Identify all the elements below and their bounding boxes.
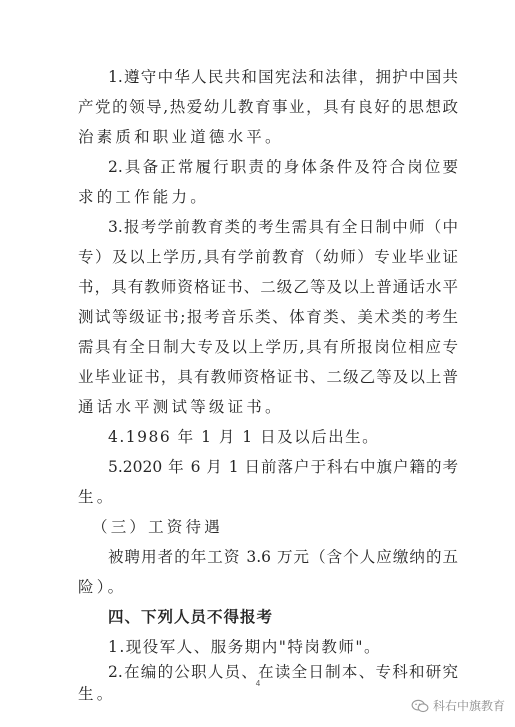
- paragraph-line: 生。: [78, 488, 116, 506]
- paragraph-line: 4.1986 年 1 月 1 日及以后出生。: [108, 428, 380, 446]
- paragraph-line: 专）及以上学历,具有学前教育（幼师）专业毕业证: [78, 248, 458, 266]
- section-heading: 四、下列人员不得报考: [108, 608, 274, 626]
- paragraph-line: 生。: [78, 685, 116, 703]
- paragraph-line: 1.遵守中华人民共和国宪法和法律，拥护中国共: [108, 68, 458, 86]
- paragraph-line: 险）。: [78, 578, 127, 596]
- paragraph-line: 业毕业证书，具有教师资格证书、二级乙等及以上普: [78, 368, 458, 386]
- paragraph-line: 产党的领导,热爱幼儿教育事业，具有良好的思想政: [78, 98, 458, 116]
- paragraph-line: 2.具备正常履行职责的身体条件及符合岗位要: [108, 158, 458, 176]
- paragraph-line: 通话水平测试等级证书。: [78, 398, 284, 416]
- paragraph-line: 求的工作能力。: [78, 188, 209, 206]
- section-subheading: （三）工资待遇: [92, 518, 223, 536]
- paragraph-line: 5.2020 年 6 月 1 日前落户于科右中旗户籍的考: [108, 458, 458, 476]
- paragraph-line: 1.现役军人、服务期内"特岗教师"。: [108, 638, 382, 656]
- paragraph-line: 2.在编的公职人员、在读全日制本、专科和研究: [108, 663, 458, 681]
- paragraph-line: 3.报考学前教育类的考生需具有全日制中师（中: [108, 218, 458, 236]
- paragraph-line: 测试等级证书;报考音乐类、体育类、美术类的考生: [78, 308, 458, 326]
- paragraph-line: 需具有全日制大专及以上学历,具有所报岗位相应专: [78, 338, 458, 356]
- paragraph-line: 书，具有教师资格证书、二级乙等及以上普通话水平: [78, 278, 458, 296]
- paragraph-line: 被聘用者的年工资 3.6 万元（含个人应缴纳的五: [108, 548, 458, 566]
- watermark-text: 科右中旗教育: [432, 699, 505, 713]
- paragraph-line: 治素质和职业道德水平。: [78, 128, 284, 146]
- page-number: 4: [255, 679, 261, 688]
